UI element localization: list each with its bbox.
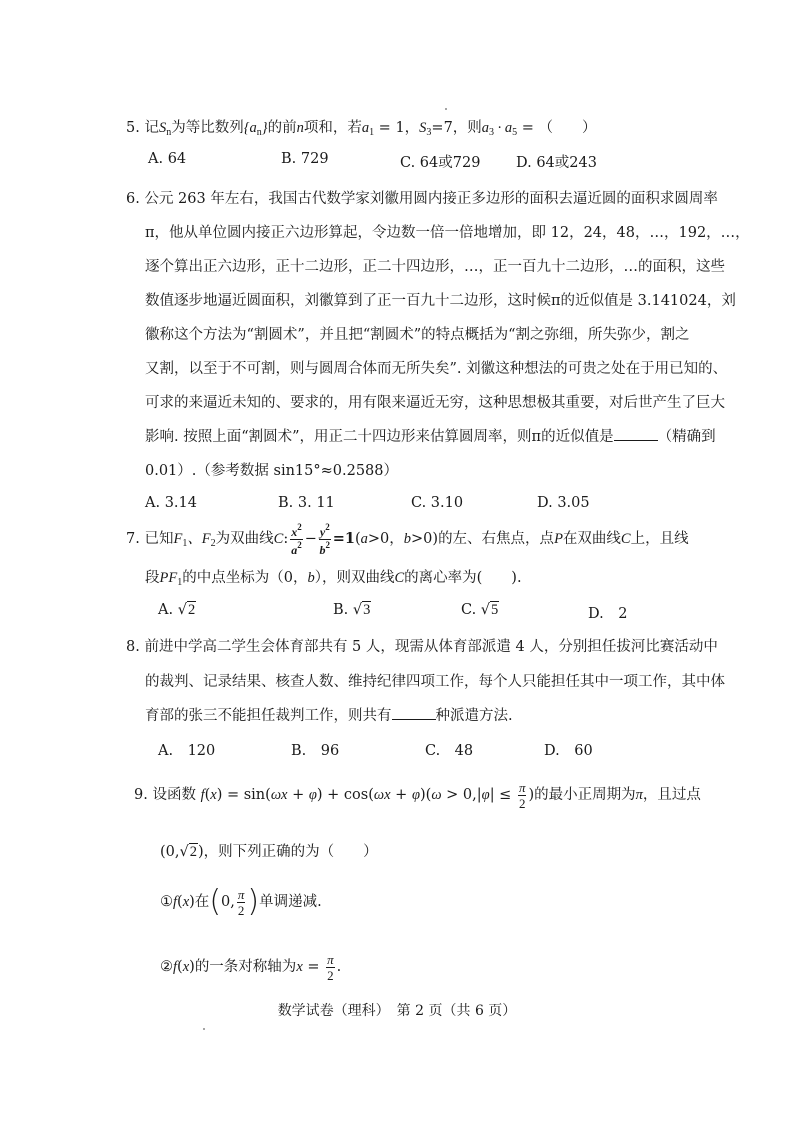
question-6-line-2: π，他从单位圆内接正六边形算起，令边数一倍一倍地增加，即 12，24，48，…，192，…， [145, 225, 750, 241]
question-5-stem: 5. 记$S_n$为等比数列$\{a_n\}$的前n项和，若$a_1 = 1$，$S_3=7$，则$a_3 \cdot a_5$ = （ ） [126, 120, 597, 138]
option-b[interactable]: B. 3. 11 [278, 495, 335, 511]
answer-blank[interactable] [392, 707, 436, 720]
question-6-line-7: 可求的来逼近未知的、要求的，用有限来逼近无穷，这种思想极其重要，对后世产生了巨大 [145, 395, 725, 411]
page-footer: 数学试卷（理科） 第 2 页（共 6 页） [277, 1003, 517, 1019]
option-c[interactable]: C. 48 [425, 743, 474, 759]
math-a1: $a_1$ [361, 120, 375, 138]
option-d[interactable]: D. 2 [588, 606, 628, 622]
question-6-line-5: 徽称这个方法为“割圆术”，并且把“割圆术”的特点概括为“割之弥细，所失弥少，割之 [145, 327, 690, 343]
question-8-line-3: 育部的张三不能担任裁判工作，则共有 种派遣方法. [145, 708, 513, 724]
question-9-line-2: (0,√2)，则下列正确的为（ ） [160, 844, 378, 860]
question-number: 8. [126, 639, 140, 655]
question-7-line-1: 7. 已知$F_1$、$F_2$为双曲线C: $\frac{x^2}{a^2}$ − $\frac{y^2}{b^2}$ =1(a>0，b>0)的左、右焦点，点P在双曲线C上，且线 [126, 521, 689, 557]
option-d[interactable]: D. 3.05 [537, 495, 590, 511]
option-c[interactable]: C. √5 [461, 602, 499, 618]
question-number: 5. [126, 120, 140, 136]
scan-speck [445, 108, 447, 110]
question-6-line-1: 6. 公元 263 年左右，我国古代数学家刘徽用圆内接正多边形的面积去逼近圆的面积求圆周率 [126, 191, 718, 207]
option-a[interactable]: A. √2 [158, 602, 196, 618]
option-d[interactable]: D. 64或243 [516, 155, 597, 171]
question-6-line-4: 数值逐步地逼近圆面积，刘徽算到了正一百九十二边形，这时候π的近似值是 3.141024，刘 [145, 293, 736, 309]
fraction-y2-b2: $\frac{y^2}{b^2}$ [319, 521, 331, 557]
question-6-line-3: 逐个算出正六边形，正十二边形，正二十四边形，…，正一百九十二边形，…的面积，这些 [145, 259, 725, 275]
math-an: $\{a_n\}$ [243, 120, 268, 138]
question-number: 6. [126, 191, 140, 207]
question-7-line-2: 段$PF_1$的中点坐标为（0，b），则双曲线C的离心率为( ). [145, 570, 522, 588]
option-a[interactable]: A. 120 [158, 743, 216, 759]
question-6-line-9: 0.01）.（参考数据 sin15°≈0.2588） [145, 463, 399, 479]
option-a[interactable]: A. 3.14 [145, 495, 197, 511]
math-function-definition: f [200, 787, 205, 803]
fraction-pi-over-2: $\frac{\pi}{2}$ [518, 779, 526, 811]
option-c[interactable]: C. 64或729 [400, 155, 481, 171]
question-number: 9. [134, 787, 148, 803]
math-s3: $S_3$ [419, 120, 432, 138]
question-number: 7. [126, 531, 140, 547]
question-8-line-1: 8. 前进中学高二学生会体育部共有 5 人，现需从体育部派遣 4 人，分别担任拔河比赛活动中 [126, 639, 718, 655]
question-8-line-2: 的裁判、记录结果、核查人数、维持纪律四项工作，每个人只能担任其中一项工作，其中体 [145, 674, 725, 690]
option-c[interactable]: C. 3.10 [411, 495, 464, 511]
scan-speck [203, 1028, 205, 1030]
math-a3a5: $a_3 \cdot a_5$ [481, 120, 518, 138]
option-b[interactable]: B. √3 [333, 602, 371, 618]
option-a[interactable]: A. 64 [148, 151, 187, 167]
option-d[interactable]: D. 60 [544, 743, 593, 759]
question-9-item-1: ①f(x)在(0, $\frac{\pi}{2}$ )单调递减. [160, 884, 322, 919]
fraction-x2-a2: $\frac{x^2}{a^2}$ [291, 521, 302, 557]
question-6-line-8: 影响. 按照上面“割圆术”，用正二十四边形来估算圆周率，则π的近似值是 （精确到 [145, 429, 716, 445]
math-sn: $S_n$ [158, 120, 172, 138]
option-b[interactable]: B. 96 [291, 743, 340, 759]
question-6-line-6: 又割，以至于不可割，则与圆周合体而无所失矣”. 刘徽这种想法的可贵之处在于用已知的、 [145, 361, 728, 377]
answer-blank[interactable] [614, 428, 658, 441]
question-9-line-1: 9. 设函数 f(x) = sin(ωx + φ) + cos(ωx + φ)(ω > 0,|φ| ≤ $\frac{\pi}{2}$ )的最小正周期为π，且过点 [134, 779, 701, 811]
option-b[interactable]: B. 729 [281, 151, 329, 167]
question-9-item-2: ②f(x)的一条对称轴为x = $\frac{\pi}{2}$ . [160, 951, 342, 983]
